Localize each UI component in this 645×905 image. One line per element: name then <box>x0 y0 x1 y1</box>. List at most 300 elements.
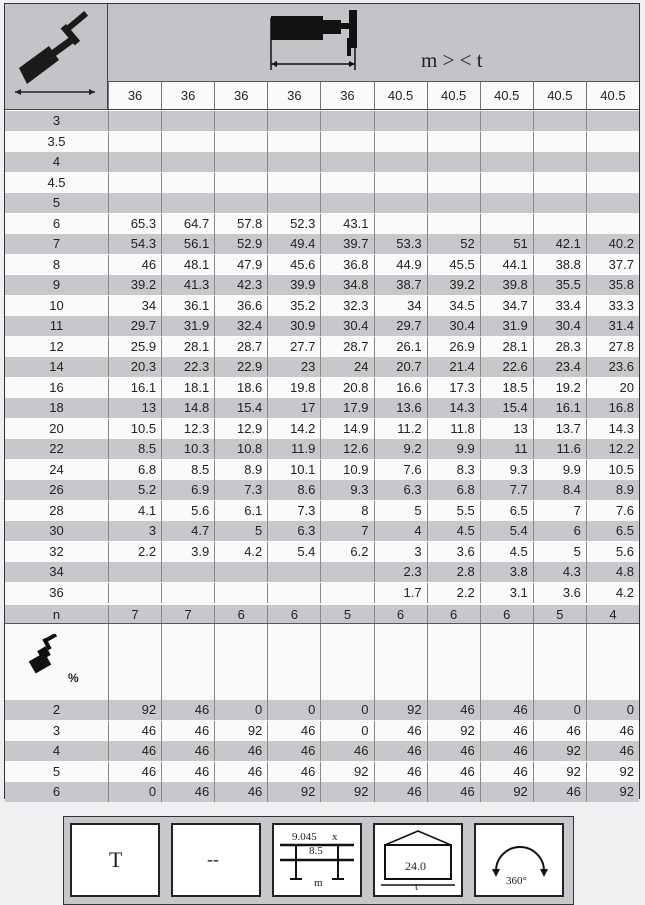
row-label: 6 <box>52 215 61 231</box>
table-cell: 46 <box>161 782 214 802</box>
table-cell: 44.9 <box>374 255 427 275</box>
table-cell: 5 <box>533 542 586 562</box>
table-cell: 36.8 <box>320 255 373 275</box>
table-cell: 0 <box>320 721 373 741</box>
table-cell: 18.6 <box>214 378 267 398</box>
table-cell: 49.4 <box>267 234 320 254</box>
table-cell <box>586 132 639 152</box>
table-cell: 0 <box>320 700 373 720</box>
table-cell: 6 <box>533 521 586 541</box>
table-row <box>5 337 639 357</box>
table-cell: 11 <box>480 439 533 459</box>
table-cell: 10.8 <box>214 439 267 459</box>
table-cell: 9.9 <box>427 439 480 459</box>
table-cell: 5.5 <box>427 501 480 521</box>
table-cell: 17 <box>267 398 320 418</box>
table-cell: 47.9 <box>214 255 267 275</box>
table-cell: 17.9 <box>320 398 373 418</box>
table-cell: 5.4 <box>480 521 533 541</box>
table-cell: 46 <box>427 700 480 720</box>
table-cell: 6.3 <box>374 480 427 500</box>
row-label: 5 <box>52 763 61 779</box>
table-cell: 92 <box>533 741 586 761</box>
table-cell: 92 <box>320 762 373 782</box>
table-row <box>5 234 639 254</box>
table-cell <box>161 152 214 172</box>
percent-column-line <box>161 624 162 700</box>
table-cell: 14.3 <box>427 398 480 418</box>
table-cell: 46 <box>533 721 586 741</box>
percent-label: % <box>68 671 79 685</box>
table-cell: 46 <box>214 782 267 802</box>
row-label: 12 <box>49 338 64 354</box>
table-cell: 20.8 <box>320 378 373 398</box>
table-cell: 8.3 <box>427 460 480 480</box>
column-header: 36 <box>161 82 214 109</box>
table-cell: 31.9 <box>161 316 214 336</box>
falls-value: 7 <box>108 605 161 625</box>
table-cell: 57.8 <box>214 214 267 234</box>
table-cell: 14.2 <box>267 419 320 439</box>
table-cell: 12.3 <box>161 419 214 439</box>
row-label: 9 <box>52 277 61 292</box>
table-cell: 18.1 <box>161 378 214 398</box>
falls-value: 5 <box>320 605 373 625</box>
table-cell: 92 <box>108 700 161 720</box>
row-label: 32 <box>49 543 64 559</box>
table-cell: 0 <box>533 700 586 720</box>
crane-boom-icon <box>5 4 107 109</box>
table-cell <box>214 152 267 172</box>
table-cell <box>108 132 161 152</box>
table-cell: 10.5 <box>108 419 161 439</box>
table-cell: 8.9 <box>586 480 639 500</box>
table-cell: 21.4 <box>427 357 480 377</box>
table-cell: 46 <box>374 721 427 741</box>
table-cell: 3 <box>374 542 427 562</box>
row-label: 36 <box>49 584 64 600</box>
table-cell <box>374 111 427 131</box>
table-cell: 39.7 <box>320 234 373 254</box>
table-cell <box>108 152 161 172</box>
table-row <box>5 357 639 377</box>
table-cell: 46 <box>161 721 214 741</box>
table-cell: 29.7 <box>108 316 161 336</box>
table-cell <box>374 152 427 172</box>
table-cell: 17.3 <box>427 378 480 398</box>
row-label: 10 <box>49 297 64 313</box>
table-cell <box>267 173 320 193</box>
falls-value: 7 <box>161 605 214 625</box>
table-row <box>5 762 639 782</box>
table-cell: 13 <box>108 398 161 418</box>
table-cell: 3.9 <box>161 542 214 562</box>
table-cell: 92 <box>214 721 267 741</box>
table-cell: 24 <box>320 357 373 377</box>
table-cell: 7.6 <box>586 501 639 521</box>
table-cell: 14.9 <box>320 419 373 439</box>
table-cell: 9.2 <box>374 439 427 459</box>
row-label: 18 <box>49 400 64 415</box>
table-cell: 46 <box>267 762 320 782</box>
table-cell: 92 <box>267 782 320 802</box>
table-cell <box>533 214 586 234</box>
table-cell <box>108 562 161 582</box>
table-cell <box>480 132 533 152</box>
table-cell: 5 <box>374 501 427 521</box>
table-cell: 4.8 <box>586 562 639 582</box>
table-cell <box>214 111 267 131</box>
table-cell: 40.2 <box>586 234 639 254</box>
table-cell: 46 <box>108 762 161 782</box>
table-cell <box>214 193 267 213</box>
table-cell: 15.4 <box>480 398 533 418</box>
table-cell: 23.6 <box>586 357 639 377</box>
table-cell: 52 <box>427 234 480 254</box>
table-cell: 26.9 <box>427 337 480 357</box>
table-cell <box>108 193 161 213</box>
table-cell: 34.7 <box>480 296 533 316</box>
table-cell <box>427 152 480 172</box>
table-row <box>5 275 639 295</box>
table-cell: 4.1 <box>108 501 161 521</box>
table-cell <box>161 173 214 193</box>
table-row <box>5 562 639 582</box>
table-cell: 46 <box>480 741 533 761</box>
table-cell: 92 <box>374 700 427 720</box>
percent-column-line <box>586 624 587 700</box>
table-cell: 23.4 <box>533 357 586 377</box>
counterweight-percent-section <box>5 623 639 701</box>
table-cell <box>586 152 639 172</box>
row-label: 7 <box>52 236 61 251</box>
table-cell <box>374 173 427 193</box>
column-header: 36 <box>214 82 267 109</box>
table-cell <box>161 562 214 582</box>
table-cell <box>427 193 480 213</box>
falls-value: 6 <box>214 605 267 625</box>
counterweight-box <box>373 823 463 897</box>
table-cell: 22.9 <box>214 357 267 377</box>
table-cell: 3.1 <box>480 583 533 603</box>
row-label: 28 <box>49 502 64 518</box>
table-cell: 8.6 <box>267 480 320 500</box>
table-row <box>5 193 639 213</box>
table-cell: 27.7 <box>267 337 320 357</box>
column-header: 40.5 <box>586 82 639 109</box>
table-cell: 46 <box>161 700 214 720</box>
table-cell: 10.9 <box>320 460 373 480</box>
table-cell <box>480 111 533 131</box>
table-cell: 46 <box>214 741 267 761</box>
table-cell: 18.5 <box>480 378 533 398</box>
table-cell: 39.2 <box>108 275 161 295</box>
outrigger-unit: m <box>314 877 323 889</box>
table-cell: 15.4 <box>214 398 267 418</box>
table-cell: 6.8 <box>427 480 480 500</box>
table-cell: 6.1 <box>214 501 267 521</box>
table-cell: 34 <box>108 296 161 316</box>
table-cell: 46 <box>267 741 320 761</box>
table-cell <box>161 111 214 131</box>
table-cell: 46 <box>374 741 427 761</box>
table-cell: 41.3 <box>161 275 214 295</box>
table-cell: 12.9 <box>214 419 267 439</box>
counterweight-value: 24.0 <box>405 859 426 873</box>
table-row <box>5 214 639 234</box>
table-cell: 3.8 <box>480 562 533 582</box>
table-cell: 12.2 <box>586 439 639 459</box>
table-row <box>5 501 639 521</box>
table-row <box>5 398 639 418</box>
table-cell: 4 <box>374 521 427 541</box>
table-cell: 13.6 <box>374 398 427 418</box>
table-cell: 1.7 <box>374 583 427 603</box>
percent-column-line <box>374 624 375 700</box>
row-label: 3 <box>52 722 61 738</box>
table-cell: 16.8 <box>586 398 639 418</box>
row-label: 26 <box>49 482 64 497</box>
table-cell: 39.9 <box>267 275 320 295</box>
table-cell <box>427 173 480 193</box>
table-cell: 16.1 <box>533 398 586 418</box>
table-cell: 46 <box>267 721 320 741</box>
table-cell: 30.4 <box>533 316 586 336</box>
falls-row <box>5 605 639 625</box>
table-cell: 46 <box>533 782 586 802</box>
table-row <box>5 378 639 398</box>
config-footer <box>63 816 574 905</box>
table-cell: 5.6 <box>161 501 214 521</box>
table-cell: 7 <box>533 501 586 521</box>
table-cell: 2.3 <box>374 562 427 582</box>
falls-value: 6 <box>374 605 427 625</box>
table-cell: 0 <box>586 700 639 720</box>
percent-column-line <box>267 624 268 700</box>
table-cell: 11.6 <box>533 439 586 459</box>
table-cell: 46 <box>586 741 639 761</box>
table-cell: 14.8 <box>161 398 214 418</box>
table-cell: 38.7 <box>374 275 427 295</box>
table-cell: 26.1 <box>374 337 427 357</box>
table-cell: 42.1 <box>533 234 586 254</box>
load-chart-table <box>4 3 640 799</box>
percent-column-line <box>108 624 109 700</box>
table-cell <box>374 214 427 234</box>
table-cell: 44.1 <box>480 255 533 275</box>
table-cell: 30.9 <box>267 316 320 336</box>
table-cell: 4.3 <box>533 562 586 582</box>
table-cell: 4.2 <box>214 542 267 562</box>
table-cell: 13.7 <box>533 419 586 439</box>
table-cell <box>320 562 373 582</box>
table-cell: 16.6 <box>374 378 427 398</box>
table-cell: 4.2 <box>586 583 639 603</box>
table-cell: 46 <box>586 721 639 741</box>
table-cell <box>374 132 427 152</box>
outrigger-box <box>272 823 362 897</box>
slew-label: 360° <box>506 875 527 887</box>
table-cell: 39.2 <box>427 275 480 295</box>
table-cell: 12.6 <box>320 439 373 459</box>
row-label: 6 <box>52 784 61 799</box>
table-cell: 39.8 <box>480 275 533 295</box>
table-cell: 10.3 <box>161 439 214 459</box>
table-cell <box>480 193 533 213</box>
table-row <box>5 296 639 316</box>
table-cell: 5.6 <box>586 542 639 562</box>
table-cell: 4.5 <box>427 521 480 541</box>
boom-radius-header <box>5 4 108 110</box>
table-row <box>5 111 639 131</box>
table-cell: 6.2 <box>320 542 373 562</box>
table-cell <box>586 214 639 234</box>
table-cell <box>161 132 214 152</box>
table-cell: 35.8 <box>586 275 639 295</box>
column-header: 40.5 <box>480 82 533 109</box>
table-cell <box>374 193 427 213</box>
percent-column-line <box>214 624 215 700</box>
table-cell <box>533 132 586 152</box>
telescope-mode-label: T <box>109 847 123 872</box>
table-row <box>5 583 639 603</box>
percent-column-line <box>427 624 428 700</box>
table-cell: 28.7 <box>320 337 373 357</box>
table-cell: 5.2 <box>108 480 161 500</box>
falls-value: 5 <box>533 605 586 625</box>
table-row <box>5 721 639 741</box>
table-cell: 22.3 <box>161 357 214 377</box>
table-cell <box>586 193 639 213</box>
table-cell: 51 <box>480 234 533 254</box>
table-cell: 2.8 <box>427 562 480 582</box>
column-header: 40.5 <box>533 82 586 109</box>
table-row <box>5 152 639 172</box>
table-cell: 54.3 <box>108 234 161 254</box>
table-cell <box>586 173 639 193</box>
table-cell: 48.1 <box>161 255 214 275</box>
table-cell: 8.5 <box>108 439 161 459</box>
table-cell: 27.8 <box>586 337 639 357</box>
table-cell: 29.7 <box>374 316 427 336</box>
row-label: 4.5 <box>47 174 66 190</box>
table-cell <box>267 562 320 582</box>
table-cell: 32.4 <box>214 316 267 336</box>
counterweight-unit: t <box>415 881 419 893</box>
table-cell: 19.8 <box>267 378 320 398</box>
table-cell <box>108 173 161 193</box>
table-row <box>5 255 639 275</box>
column-header: 36 <box>320 82 373 109</box>
table-cell: 20.3 <box>108 357 161 377</box>
table-cell: 46 <box>320 741 373 761</box>
boom-length-header <box>108 4 639 82</box>
table-cell: 4.7 <box>161 521 214 541</box>
table-cell: 7.7 <box>480 480 533 500</box>
table-cell: 6.5 <box>586 521 639 541</box>
table-cell: 20 <box>586 378 639 398</box>
column-header: 36 <box>267 82 320 109</box>
row-label: 2 <box>52 702 61 717</box>
table-cell: 23 <box>267 357 320 377</box>
table-cell <box>320 111 373 131</box>
table-cell: 3.6 <box>427 542 480 562</box>
counterweight-icon <box>19 634 69 684</box>
table-cell <box>320 583 373 603</box>
table-cell: 46 <box>108 721 161 741</box>
table-cell: 34.8 <box>320 275 373 295</box>
percent-column-line <box>320 624 321 700</box>
table-cell: 46 <box>374 782 427 802</box>
table-cell: 42.3 <box>214 275 267 295</box>
table-cell: 34.5 <box>427 296 480 316</box>
table-cell <box>214 583 267 603</box>
table-cell: 11.8 <box>427 419 480 439</box>
table-cell: 36.1 <box>161 296 214 316</box>
table-cell: 16.1 <box>108 378 161 398</box>
table-cell <box>108 583 161 603</box>
table-cell <box>320 152 373 172</box>
table-cell: 6.3 <box>267 521 320 541</box>
table-cell: 46 <box>374 762 427 782</box>
table-row <box>5 132 639 152</box>
table-row <box>5 316 639 336</box>
table-cell <box>267 152 320 172</box>
table-cell: 10.1 <box>267 460 320 480</box>
column-header: 36 <box>108 82 161 109</box>
table-row <box>5 521 639 541</box>
table-cell <box>267 193 320 213</box>
table-cell: 32.3 <box>320 296 373 316</box>
row-label: 11 <box>49 318 64 333</box>
jib-box <box>171 823 261 897</box>
table-cell: 64.7 <box>161 214 214 234</box>
table-cell: 31.9 <box>480 316 533 336</box>
unit-label: m > < t <box>421 48 483 72</box>
telescope-mode-box <box>70 823 160 897</box>
table-cell: 10.5 <box>586 460 639 480</box>
table-cell: 46 <box>108 741 161 761</box>
falls-value: 6 <box>427 605 480 625</box>
table-cell: 46 <box>161 762 214 782</box>
table-cell: 7 <box>320 521 373 541</box>
table-cell: 35.2 <box>267 296 320 316</box>
table-cell: 28.1 <box>161 337 214 357</box>
table-cell: 3 <box>108 521 161 541</box>
column-header: 40.5 <box>427 82 480 109</box>
table-row <box>5 741 639 761</box>
slew-box <box>474 823 564 897</box>
table-cell <box>267 583 320 603</box>
table-cell: 56.1 <box>161 234 214 254</box>
table-cell: 2.2 <box>108 542 161 562</box>
row-label: 30 <box>49 523 64 538</box>
table-cell: 25.9 <box>108 337 161 357</box>
outrigger-width: 9.045 <box>292 831 317 843</box>
table-row <box>5 782 639 802</box>
table-cell: 33.3 <box>586 296 639 316</box>
table-cell: 0 <box>214 700 267 720</box>
table-cell: 36.6 <box>214 296 267 316</box>
table-cell: 33.4 <box>533 296 586 316</box>
table-cell: 92 <box>533 762 586 782</box>
falls-value: 4 <box>586 605 639 625</box>
table-cell <box>533 111 586 131</box>
table-cell: 2.2 <box>427 583 480 603</box>
table-cell: 4.5 <box>480 542 533 562</box>
table-cell: 11.2 <box>374 419 427 439</box>
table-cell <box>533 173 586 193</box>
